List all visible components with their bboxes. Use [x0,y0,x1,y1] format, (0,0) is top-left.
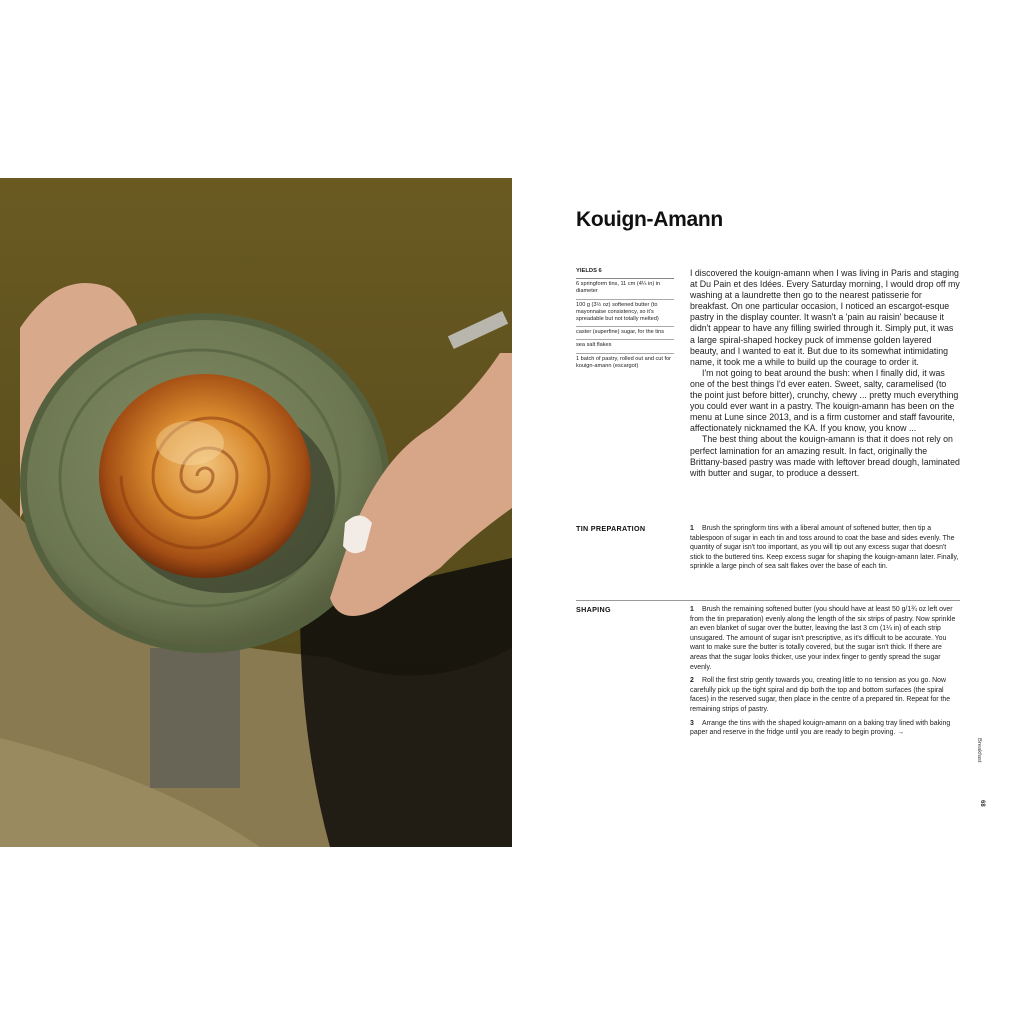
page-number: 68 [979,800,985,807]
tin-preparation-label: TIN PREPARATION [576,524,646,533]
step-number: 1 [690,525,694,532]
method-step [690,719,960,738]
pastry-illustration [0,178,512,847]
step-number: 3 [690,719,694,727]
shaping-steps [690,605,960,742]
ingredient-item: 6 springform tins, 11 cm (4¼ in) in diameter [576,279,674,299]
method-step [690,676,960,714]
intro-text [690,268,960,479]
intro-paragraph: I discovered the kouign-amann when I was living in Paris and staging at Du Pain et des Idées. Every Saturday morning, I would drop off my washing at a laundrette then go to the nearest patisserie for breakfast. On one particular occasion, I noticed an escargot-esque pastry in the display counter. It wasn't a 'pain au raisin' because it didn't appear to have any filling swirled through it. Simply put, it was a large spiral-shaped hockey puck of immense golden layered beauty, and I wanted to eat it. But due to its somewhat intimidating name, it took me a while to build up the courage to order it. [690,268,960,367]
step-number: 1 [690,606,694,613]
step-text: Roll the first strip gently towards you, creating little to no tension as you go. Now carefully pick up the tight spiral and dip both the top and bottom surfaces (the spiral faces) in the reserved sugar, then place in the centre of a prepared tin. Repeat for the remaining strips of pastry. [690,677,951,713]
method-step [690,524,960,572]
intro-paragraph: I'm not going to beat around the bush: when I finally did, it was one of the best things I'd ever eaten. Sweet, salty, caramelised (to the point just before bitter), crunchy, chewy ... pretty much everything you could ever want in a pastry. The kouign-amann has been on the menu at Lune since 2013, and is a firm customer and staff favourite, affectionately nicknamed the KA. If you know, you know ... [690,367,959,434]
step-number: 2 [690,677,694,685]
pastry-photo [0,178,512,847]
section-divider [576,600,960,601]
step-text: Arrange the tins with the shaped kouign-amann on a baking tray lined with baking paper and reserve in the fridge until you are ready to begin proving. → [690,719,951,737]
intro-paragraph: The best thing about the kouign-amann is that it does not rely on perfect lamination for an amazing result. In fact, originally the Brittany-based pastry was made with leftover bread dough, laminated with butter and sugar, to produce a dessert. [690,434,960,478]
ingredient-item: caster (superfine) sugar, for the tins [576,327,674,340]
shaping-label: SHAPING [576,605,611,614]
ingredient-item: 1 batch of pastry, rolled out and cut for kouign-amann (escargot) [576,355,672,369]
recipe-page [512,0,1024,1024]
step-text: Brush the remaining softened butter (you should have at least 50 g/1¾ oz left over from the tin preparation) evenly along the length of the six strips of pastry. Now sprinkle an even blanket of sugar over the butter, leaving the last 3 cm (1¼ in) of each strip unsugared. The amount of sugar isn't prescriptive, as it's difficult to be accurate. You want to make sure the butter is totally covered, but the sugar isn't thick. If there are areas that the sugar looks thicker, use your index finger to gently spread the sugar evenly. [690,606,956,671]
yields-label: YIELDS 6 [576,268,674,279]
method-step [690,605,960,672]
step-text: Brush the springform tins with a liberal amount of softened butter, then tip a tablespoon of sugar in each tin and toss around to coat the base and sides evenly. The quantity of sugar isn't too important, as you will tip out any excess sugar that doesn't stick to the buttered tins. Keep excess sugar for shaping the kouign-amann later. Finally, sprinkle a large pinch of sea salt flakes over the base of each tin. [690,525,959,571]
recipe-title: Kouign-Amann [576,208,723,231]
tin-preparation-steps [690,524,960,576]
ingredient-item: 100 g (3½ oz) softened butter (to mayonnaise consistency, so it's spreadable but not totally melted) [576,300,674,328]
chapter-label: Breakfast [976,738,982,763]
ingredient-item: sea salt flakes [576,340,674,353]
ingredients-list [576,268,674,373]
